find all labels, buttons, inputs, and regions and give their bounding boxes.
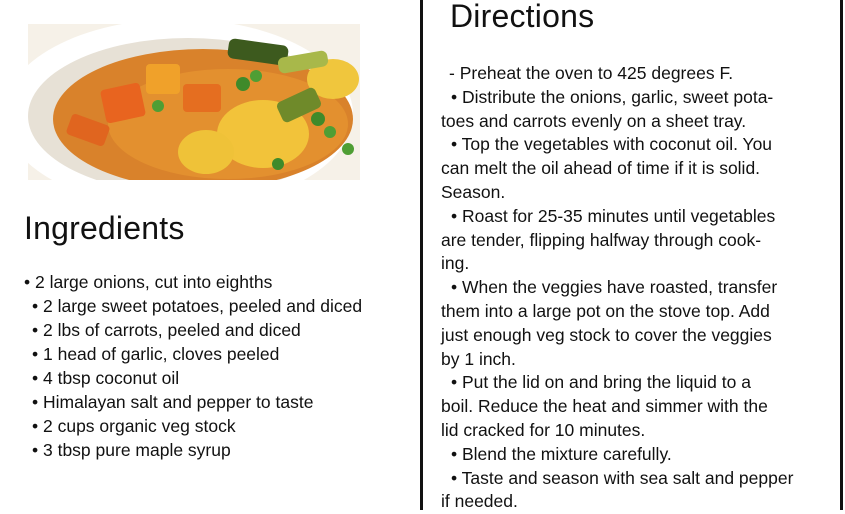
directions-line: • Roast for 25-35 minutes until vegetables — [451, 205, 776, 226]
directions-line: • When the veggies have roasted, transfer — [451, 277, 778, 298]
directions-line: • Top the vegetables with coconut oil. You — [451, 134, 773, 155]
column-divider-left — [420, 0, 423, 510]
ingredient-item: • 4 tbsp coconut oil — [32, 368, 180, 388]
ingredient-item: • 3 tbsp pure maple syrup — [32, 440, 231, 460]
ingredient-item: • 2 cups organic veg stock — [32, 416, 236, 436]
ingredient-item: • Himalayan salt and pepper to taste — [32, 392, 314, 412]
directions-line: lid cracked for 10 minutes. — [441, 419, 646, 440]
column-divider-right — [840, 0, 843, 510]
ingredients-list — [24, 270, 414, 462]
ingredients-column — [0, 0, 420, 510]
directions-line: • Taste and season with sea salt and pepper — [451, 467, 794, 488]
vegetable-curry-photo — [28, 24, 360, 180]
ingredient-item: • 1 head of garlic, cloves peeled — [32, 344, 280, 364]
directions-line: just enough veg stock to cover the veggies — [441, 324, 772, 345]
directions-line: • Put the lid on and bring the liquid to a — [451, 372, 751, 393]
directions-line: - Preheat the oven to 425 degrees F. — [449, 63, 734, 83]
directions-line: are tender, flipping halfway through cook- — [441, 229, 762, 250]
directions-line: by 1 inch. — [441, 348, 516, 369]
directions-line: toes and carrots evenly on a sheet tray. — [441, 110, 747, 131]
directions-line: Season. — [441, 181, 506, 202]
directions-text — [441, 62, 833, 514]
directions-line: • Distribute the onions, garlic, sweet pota- — [451, 86, 774, 107]
directions-line: boil. Reduce the heat and simmer with the — [441, 396, 768, 417]
ingredients-heading: Ingredients — [24, 210, 185, 246]
directions-heading: Directions — [450, 0, 595, 34]
ingredient-item: • 2 large sweet potatoes, peeled and diced — [32, 296, 363, 316]
directions-line: can melt the oil ahead of time if it is solid. — [441, 158, 761, 179]
directions-line: them into a large pot on the stove top. Add — [441, 300, 770, 321]
directions-line: ing. — [441, 253, 470, 274]
ingredient-item: • 2 large onions, cut into eighths — [24, 272, 273, 292]
ingredient-item: • 2 lbs of carrots, peeled and diced — [32, 320, 301, 340]
directions-line: if needed. — [441, 491, 518, 512]
directions-line: • Blend the mixture carefully. — [451, 443, 672, 464]
